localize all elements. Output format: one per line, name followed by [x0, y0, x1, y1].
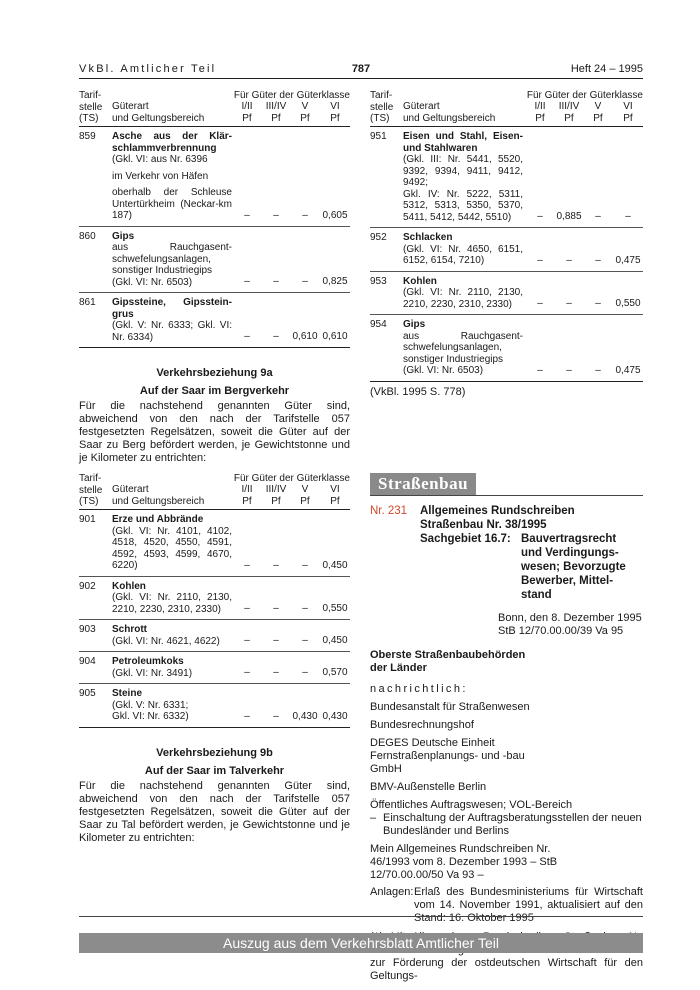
recipient: Bundesanstalt für Straßenwesen: [370, 700, 530, 713]
place-date: Bonn, den 8. Dezember 1995: [498, 611, 642, 624]
rate-value: 0,430: [322, 710, 348, 722]
rate-value: –: [537, 364, 543, 376]
rate-value: 0,610: [292, 331, 318, 342]
rate-value: –: [273, 603, 279, 614]
unit-label: Pf: [593, 113, 603, 124]
goods-header: [112, 484, 204, 507]
goods-detail: Gkl. VI: Nr. 6332): [112, 711, 189, 722]
unit-label: Pf: [271, 496, 281, 507]
previous-circular: Mein Allgemeines Rundschreiben Nr. 46/1993 vom 8. Dezember 1993 – StB 12/70.00.00/50 Va 93 –: [370, 842, 558, 881]
ts-header: [79, 473, 109, 508]
rate-values: [232, 276, 350, 288]
rate-value: –: [244, 209, 250, 221]
rate-value: –: [302, 667, 308, 678]
class-header: Für Güter der Güterklasse: [526, 90, 643, 101]
rate-values: [525, 211, 643, 223]
unit-label: Pf: [300, 113, 310, 124]
paragraph-1: zur Förderung der ostdeutschen Wirtschaft für den Geltungs-: [370, 956, 643, 982]
goods-description: [403, 276, 523, 311]
goods-detail: (Gkl. VI: Nr. 2110, 2130, 2210, 2230, 2310, 2330): [403, 287, 523, 310]
unit-label: Pf: [271, 113, 281, 124]
goods-detail: (Gkl. VI: Nr. 6503): [403, 365, 484, 376]
goods-header: [403, 101, 495, 124]
file-reference: StB 12/70.00.00/39 Va 95: [498, 624, 624, 637]
goods-title: Steine: [112, 688, 143, 699]
class-column-label: III/IV: [265, 101, 287, 112]
rate-value: –: [595, 211, 601, 222]
ts-header-line: Tarif-: [370, 90, 393, 101]
section-banner: [370, 473, 643, 495]
goods-description: [112, 624, 232, 647]
table-row: [79, 510, 350, 576]
tariff-number: 903: [79, 624, 96, 635]
class-column-label: III/IV: [558, 101, 580, 112]
class-column-label: VI: [330, 101, 340, 112]
unit-label: Pf: [242, 113, 252, 124]
table-row: [370, 272, 643, 315]
goods-detail: (Gkl. V: Nr. 6331;: [112, 699, 189, 711]
table-header: [370, 90, 643, 126]
cc-label: nachrichtlich:: [370, 682, 468, 695]
goods-detail: (Gkl. VI: Nr. 4650, 6151, 6152, 6154, 7210): [403, 243, 523, 266]
rate-value: –: [273, 667, 279, 678]
goods-description: [112, 581, 232, 616]
rate-value: –: [566, 364, 572, 376]
subject-block: [420, 532, 643, 602]
rate-values: [232, 331, 350, 343]
unit-label: Pf: [330, 496, 340, 507]
rate-value: 0,475: [615, 364, 641, 376]
goods-detail: (Gkl. VI: Nr. 4101, 4102, 4518, 4520, 4550, 4591, 4592, 4593, 4599, 4670, 6220): [112, 525, 232, 571]
tariff-number: 861: [79, 297, 96, 308]
issue-label: Heft 24 – 1995: [570, 63, 643, 75]
goods-detail: aus Rauchgasent-schwefelungsanlagen, sonstiger Industriegips: [403, 330, 523, 365]
page-header: [79, 63, 643, 76]
attachments: [370, 886, 643, 925]
table-row: [370, 315, 643, 381]
rate-value: –: [595, 298, 601, 309]
goods-description: [112, 514, 232, 572]
goods-header-line: und Geltungsbereich: [112, 112, 205, 124]
rate-value: 0,825: [322, 276, 348, 287]
class-column-label: I/II: [241, 101, 253, 112]
unit-label: Pf: [535, 113, 545, 124]
goods-detail: (Gkl. VI: aus Nr. 6396: [112, 154, 208, 165]
class-column-label: III/IV: [265, 484, 287, 495]
table-row: [79, 127, 350, 226]
goods-header: [112, 101, 204, 124]
subject-line: wesen; Bevorzugte: [521, 560, 626, 573]
banner-rule: [370, 495, 643, 496]
rate-value: –: [273, 710, 279, 722]
footer-banner: Auszug aus dem Verkehrsblatt Amtlicher Teil: [79, 933, 643, 953]
table-row: [79, 652, 350, 683]
table-header: [79, 90, 350, 126]
rate-value: –: [595, 364, 601, 376]
ts-header: [79, 90, 109, 125]
goods-description: [112, 131, 232, 222]
page-number: 787: [351, 63, 371, 75]
rate-values: [232, 560, 350, 572]
goods-detail: (Gkl. VI: Nr. 2110, 2130, 2210, 2230, 2310, 2330): [112, 592, 232, 615]
section-9a-subtitle: Auf der Saar im Bergverkehr: [139, 385, 290, 397]
tariff-number: 953: [370, 275, 387, 287]
tariff-number: 954: [370, 319, 387, 330]
class-column-label: VI: [623, 101, 633, 112]
goods-title: Eisen und Stahl, Eisen- und Stahlwaren: [403, 131, 523, 154]
section-9b-title: Verkehrsbeziehung 9b: [156, 746, 273, 759]
class-column-label: I/II: [534, 101, 546, 112]
rate-value: –: [273, 276, 279, 287]
table-row: [79, 684, 350, 727]
header-rule: [79, 78, 643, 79]
tariff-table-3: [370, 90, 643, 382]
rate-value: –: [244, 635, 250, 646]
goods-title: Asche aus der Klär-schlammverbrennung: [112, 131, 232, 154]
ts-header-line: (TS): [79, 496, 99, 507]
tariff-number: 905: [79, 688, 96, 699]
tariff-number: 859: [79, 131, 96, 142]
goods-title: Gipssteine, Gipsstein-grus: [112, 297, 232, 320]
right-column: [370, 90, 643, 983]
addressee: Oberste Straßenbaubehörden der Länder: [370, 648, 526, 674]
rate-values: [525, 365, 643, 377]
rate-value: –: [302, 276, 308, 287]
ts-header: [370, 90, 400, 125]
goods-header-line: Güterart: [403, 101, 440, 112]
street-banner: Straßenbau: [370, 473, 476, 495]
class-column-label: V: [301, 484, 309, 495]
table-row: [79, 620, 350, 651]
attachments-text: Erlaß des Bundesministeriums für Wirtschaft vom 14. November 1991, aktualisiert auf den Stand: 16. Oktober 1995: [414, 885, 643, 924]
rate-value: –: [302, 635, 308, 646]
rate-value: 0,605: [322, 209, 348, 221]
rate-value: –: [244, 710, 250, 722]
rate-value: 0,570: [322, 667, 348, 678]
recipient: BMV-Außenstelle Berlin: [370, 780, 487, 793]
section-9b-text: Für die nachstehend genannten Güter sind, abweichend von den nach der Tarifstelle 057 festgesetzten Regelsätzen, soweit die Güter auf der Saar zu Tal befördert werden, je Gewichtstonne und je Kilometer zu entrichten:: [79, 779, 350, 844]
subject-line: Bauvertragsrecht: [521, 532, 617, 545]
goods-detail: im Verkehr von Häfen: [112, 170, 209, 182]
ts-header-line: Tarif-: [79, 90, 102, 101]
unit-label: Pf: [623, 113, 633, 124]
subject-line-vol: Öffentliches Auftragswesen; VOL-Bereich: [370, 798, 573, 811]
goods-description: [112, 656, 232, 679]
goods-title: Kohlen: [403, 275, 437, 287]
ts-header-line: stelle: [79, 101, 103, 113]
class-column-label: V: [301, 101, 309, 112]
rate-value: 0,430: [292, 710, 318, 722]
table-row: [370, 127, 643, 227]
table-header: [79, 473, 350, 509]
section-9b-subtitle: Auf der Saar im Talverkehr: [144, 764, 285, 777]
rate-value: –: [537, 211, 543, 222]
class-header: Für Güter der Güterklasse: [233, 90, 350, 101]
goods-title: Schlacken: [403, 232, 453, 243]
tariff-table-1: [79, 90, 350, 348]
ts-header-line: Tarif-: [79, 473, 102, 484]
goods-detail: oberhalb der Schleuse Untertürkheim (Neckar-km 187): [112, 187, 232, 221]
goods-detail: (Gkl. VI: Nr. 3491): [112, 667, 193, 679]
rate-values: [232, 635, 350, 647]
goods-title: Erze und Abbrände: [112, 514, 204, 525]
row-rule: [79, 347, 350, 348]
ts-header-line: (TS): [370, 113, 390, 124]
rate-value: –: [244, 331, 250, 342]
reference-note: (VkBl. 1995 S. 778): [370, 385, 466, 398]
section-9a-text: Für die nachstehend genannten Güter sind, abweichend von den nach der Tarifstelle 057 festgesetzten Regelsätzen, soweit die Güter auf der Saar zu Berg befördert werden, je Gewichtstonne und je Kilometer zu entrichten:: [79, 400, 350, 464]
goods-header-line: und Geltungsbereich: [112, 495, 205, 507]
rate-value: –: [273, 331, 279, 342]
unit-label: Pf: [330, 113, 340, 124]
goods-detail: Gkl. IV: Nr. 5222, 5311, 5312, 5313, 5350, 5370, 5411, 5412, 5442, 5510): [403, 188, 523, 223]
ts-header-line: stelle: [79, 484, 103, 496]
rate-value: 0,550: [615, 298, 641, 309]
subject-text: [521, 532, 643, 602]
rate-values: [525, 298, 643, 310]
section-9a-title: Verkehrsbeziehung 9a: [156, 367, 273, 379]
goods-description: [403, 131, 523, 223]
class-header: Für Güter der Güterklasse: [233, 473, 350, 484]
subject-line: Bewerber, Mittel-: [521, 574, 614, 587]
table-row: [370, 228, 643, 271]
rate-value: –: [537, 254, 543, 266]
circular-number: Nr. 231: [370, 504, 408, 517]
class-column-label: I/II: [241, 484, 253, 495]
table-row: [79, 227, 350, 293]
class-column-label: VI: [330, 484, 340, 495]
ts-header-line: stelle: [370, 101, 394, 113]
goods-detail: (Gkl. III: Nr. 5441, 5520, 9392, 9394, 9411, 9412, 9492;: [403, 154, 523, 188]
unit-label: Pf: [242, 496, 252, 507]
rate-value: 0,450: [322, 559, 348, 571]
attachments-label: Anlagen:: [370, 885, 414, 898]
goods-header-line: Güterart: [112, 484, 149, 495]
rate-value: 0,550: [322, 603, 348, 614]
subject-line: stand: [521, 588, 552, 601]
rate-value: –: [302, 559, 308, 571]
table-row: [79, 293, 350, 347]
row-rule: [79, 727, 350, 728]
row-rule: [370, 381, 643, 382]
recipient: Bundesrechnungshof: [370, 718, 474, 731]
table-row: [79, 577, 350, 620]
goods-title: Gips: [403, 319, 426, 330]
recipient: DEGES Deutsche Einheit Fernstraßenplanungs- und -bau GmbH: [370, 736, 525, 775]
rate-value: –: [273, 559, 279, 571]
goods-header-line: Güterart: [112, 101, 149, 112]
rate-value: 0,610: [322, 331, 348, 342]
circular-heading: [370, 504, 643, 602]
goods-detail: (Gkl. VI: Nr. 4621, 4622): [112, 635, 220, 647]
tariff-number: 952: [370, 232, 387, 243]
goods-detail: (Gkl. VI: Nr. 6503): [112, 276, 193, 288]
rate-value: –: [566, 254, 572, 266]
tariff-number: 860: [79, 230, 96, 242]
rate-value: 0,475: [615, 254, 641, 266]
unit-label: Pf: [300, 496, 310, 507]
rate-value: –: [302, 603, 308, 614]
goods-title: Kohlen: [112, 580, 146, 592]
ts-header-line: (TS): [79, 113, 99, 124]
rate-value: –: [273, 635, 279, 646]
footer-rule: [79, 916, 643, 917]
rate-value: 0,885: [556, 211, 582, 222]
rate-value: –: [244, 559, 250, 571]
rate-value: –: [625, 211, 631, 222]
vol-item-text: Einschaltung der Auftragsberatungsstellen der neuen Bundesländer und Berlins: [383, 811, 642, 837]
goods-header-line: und Geltungsbereich: [403, 112, 496, 124]
left-column: [79, 90, 350, 845]
goods-detail: (Gkl. V: Nr. 6333; Gkl. VI: Nr. 6334): [112, 320, 232, 343]
goods-description: [112, 231, 232, 289]
tariff-number: 951: [370, 131, 387, 142]
rate-value: –: [566, 298, 572, 309]
rate-value: –: [244, 603, 250, 614]
tariff-number: 902: [79, 580, 96, 592]
rate-value: –: [273, 209, 279, 221]
circular-title-line: Allgemeines Rundschreiben: [420, 504, 575, 517]
journal-title: VkBl. Amtlicher Teil: [79, 63, 217, 75]
dash-marker: –: [370, 811, 377, 824]
tariff-number: 904: [79, 656, 96, 667]
tariff-number: 901: [79, 514, 96, 525]
tariff-table-2: [79, 473, 350, 728]
class-column-label: V: [594, 101, 602, 112]
circular-title: [420, 504, 643, 532]
rate-value: 0,450: [322, 635, 348, 646]
goods-title: Petroleumkoks: [112, 656, 184, 667]
rate-value: –: [537, 298, 543, 309]
vol-item: [370, 812, 643, 838]
rate-values: [525, 255, 643, 267]
rate-value: –: [244, 276, 250, 287]
goods-description: [112, 297, 232, 343]
rate-values: [232, 667, 350, 679]
goods-title: Gips: [112, 230, 135, 242]
subject-label: Sachgebiet 16.7:: [420, 532, 511, 545]
goods-description: [112, 688, 232, 723]
circular-title-line: Straßenbau Nr. 38/1995: [420, 518, 547, 531]
rate-value: –: [302, 209, 308, 221]
goods-description: [403, 319, 523, 377]
unit-label: Pf: [564, 113, 574, 124]
rate-values: [232, 711, 350, 723]
subject-line: und Verdingungs-: [521, 546, 619, 559]
rate-values: [232, 603, 350, 615]
rate-value: –: [595, 254, 601, 266]
goods-description: [403, 232, 523, 267]
rate-values: [232, 210, 350, 222]
goods-title: Schrott: [112, 624, 147, 635]
rate-value: –: [244, 667, 250, 678]
goods-detail: aus Rauchgasent-schwefelungsanlagen, sonstiger Industriegips: [112, 242, 232, 276]
